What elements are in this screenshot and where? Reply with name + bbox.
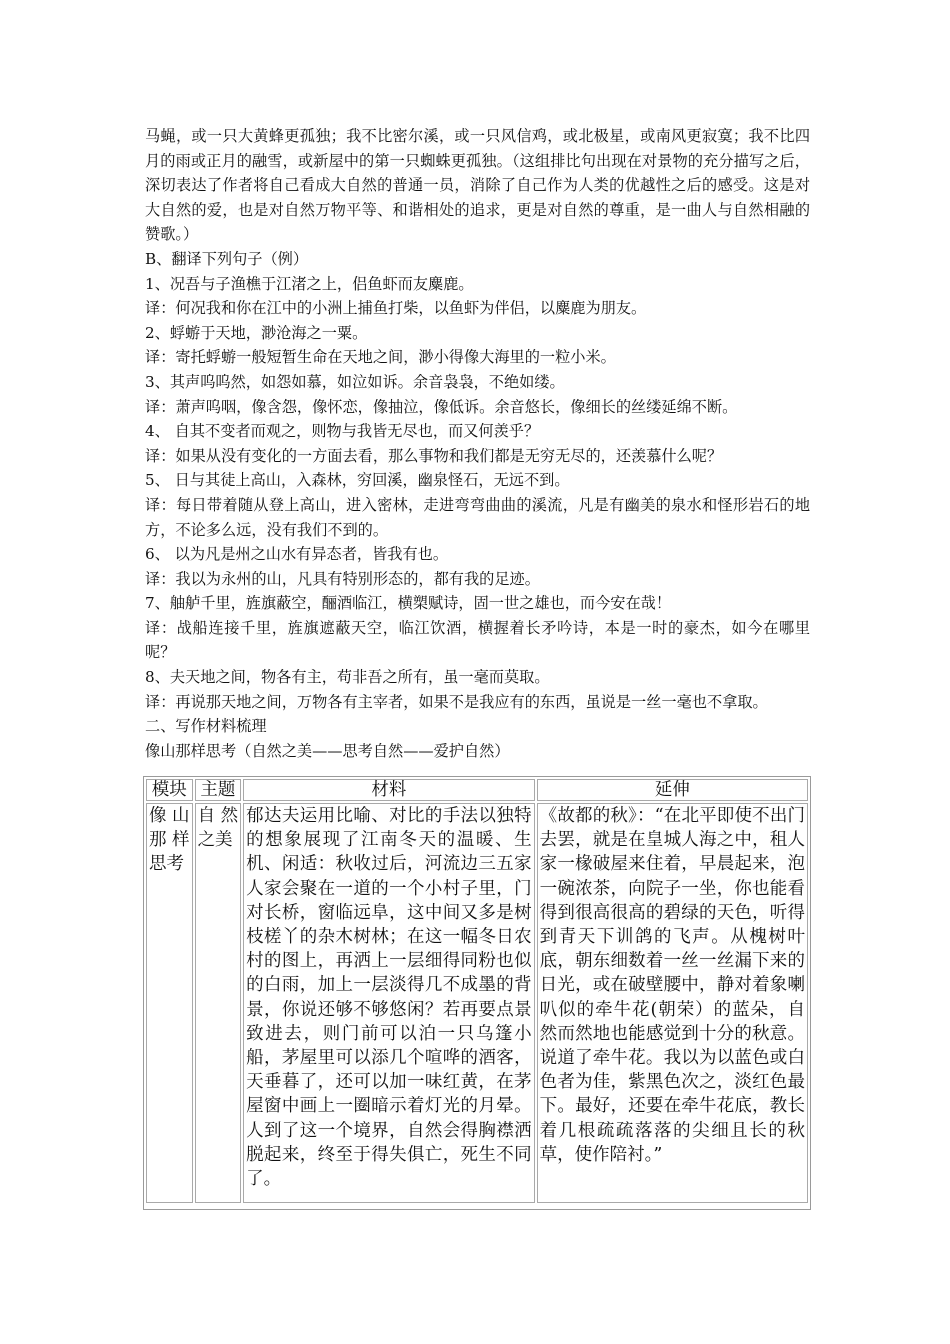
translation-4: 译：如果从没有变化的一方面去看，那么事物和我们都是无穷无尽的，还羡慕什么呢？: [145, 446, 723, 465]
intro-paragraph: 马蝇，或一只大黄蜂更孤独；我不比密尔溪，或一只风信鸡，或北极星，或南风更寂寞；我不比四月的雨或正月的融雪，或新屋中的第一只蜘蛛更孤独。（这组排比句出现在对景物的充分描写之后，深切表达了作者将自己看成大自然的普通一员，消除了自己作为人类的优越性之后的感受。这是对大自然的爱，也是对自然万物平等、和谐相处的追求，更是对自然的尊重，是一曲人与自然相融的赞歌。）: [145, 127, 810, 244]
cell-extension: 《故都的秋》：“在北平即使不出门去罢，就是在皇城人海之中，租人家一椽破屋来住着，早晨起来，泡一碗浓茶，向院子一坐，你也能看得到很高很高的碧绿的天色，听得到青天下训鸽的飞声。从槐树叶底，朝东细数着一丝一丝漏下来的日光，或在破壁腰中，静对着象喇叭似的牵牛花(朝荣）的蓝朵，自然而然地也能感觉到十分的秋意。说道了牵牛花。我以为以蓝色或白色者为佳，紫黑色次之，淡红色最下。最好，还要在牵牛花底，教长着几根疏疏落落的尖细且长的秋草，使作陪衬。”: [537, 803, 808, 1203]
translation-8: 译：再说那天地之间，万物各有主宰者，如果不是我应有的东西，虽说是一丝一毫也不拿取。: [145, 692, 768, 711]
sentence-7: 7、舳舻千里，旌旗蔽空，酾酒临江，横槊赋诗，固一世之雄也，而今安在哉！: [145, 594, 672, 613]
cell-theme: 自然之美: [195, 803, 242, 1203]
material-table-frame: [143, 776, 811, 1210]
translation-5: 译：每日带着随从登上高山，进入密林，走进弯弯曲曲的溪流，凡是有幽美的泉水和怪形岩石的地方，不论多么远，没有我们不到的。: [145, 495, 810, 539]
sentence-4: 4、 自其不变者而观之，则物与我皆无尽也，而又何羡乎？: [145, 422, 540, 441]
header-theme: 主题: [195, 779, 242, 801]
sentence-5: 5、 日与其徒上高山，入森林，穷回溪，幽泉怪石，无远不到。: [145, 471, 570, 490]
material-table: [144, 777, 810, 1205]
sentence-8: 8、夫天地之间，物各有主，苟非吾之所有，虽一毫而莫取。: [145, 668, 550, 687]
document-body: [145, 124, 810, 763]
sentence-3: 3、其声呜呜然，如怨如慕，如泣如诉。余音袅袅，不绝如缕。: [145, 372, 565, 391]
header-material: 材料: [243, 779, 535, 801]
section-b-heading: B、翻译下列句子（例）: [145, 249, 309, 268]
cell-module: 像山那样思考: [146, 803, 193, 1203]
translation-1: 译：何况我和你在江中的小洲上捕鱼打柴，以鱼虾为伴侣，以麋鹿为朋友。: [145, 299, 647, 318]
sentence-6: 6、 以为凡是州之山水有异态者，皆我有也。: [145, 545, 449, 564]
translation-7: 译：战船连接千里，旌旗遮蔽天空，临江饮酒，横握着长矛吟诗，本是一时的豪杰，如今在哪里呢？: [145, 618, 810, 662]
cell-material: 郁达夫运用比喻、对比的手法以独特的想象展现了江南冬天的温暖、生机、闲适：秋收过后，河流边三五家人家会聚在一道的一个小村子里，门对长桥，窗临远阜，这中间又多是树枝槎丫的杂木树林；在这一幅冬日农村的图上，再洒上一层细得同粉也似的白雨，加上一层淡得几不成墨的背景，你说还够不够悠闲？若再要点景致进去，则门前可以泊一只乌篷小船，茅屋里可以添几个喧哗的酒客，天垂暮了，还可以加一味红黄，在茅屋窗中画上一圈暗示着灯光的月晕。人到了这一个境界，自然会得胸襟洒脱起来，终至于得失俱亡，死生不同了。: [243, 803, 535, 1203]
translation-6: 译：我以为永州的山，凡具有特别形态的，都有我的足迹。: [145, 569, 540, 588]
header-module: 模块: [146, 779, 193, 801]
translation-3: 译：萧声呜咽，像含怨，像怀恋，像抽泣，像低诉。余音悠长，像细长的丝缕延绵不断。: [145, 397, 738, 416]
sentence-1: 1、况吾与子渔樵于江渚之上，侣鱼虾而友麋鹿。: [145, 274, 474, 293]
translation-2: 译：寄托蜉蝣一般短暂生命在天地之间，渺小得像大海里的一粒小米。: [145, 348, 616, 367]
section-subtitle: 像山那样思考（自然之美——思考自然——爱护自然）: [145, 741, 510, 760]
sentence-2: 2、蜉蝣于天地，渺沧海之一粟。: [145, 323, 368, 342]
table-header-row: [146, 779, 808, 801]
section-two-heading: 二、写作材料梳理: [145, 717, 267, 736]
header-extension: 延伸: [537, 779, 808, 801]
table-row: [146, 803, 808, 1203]
